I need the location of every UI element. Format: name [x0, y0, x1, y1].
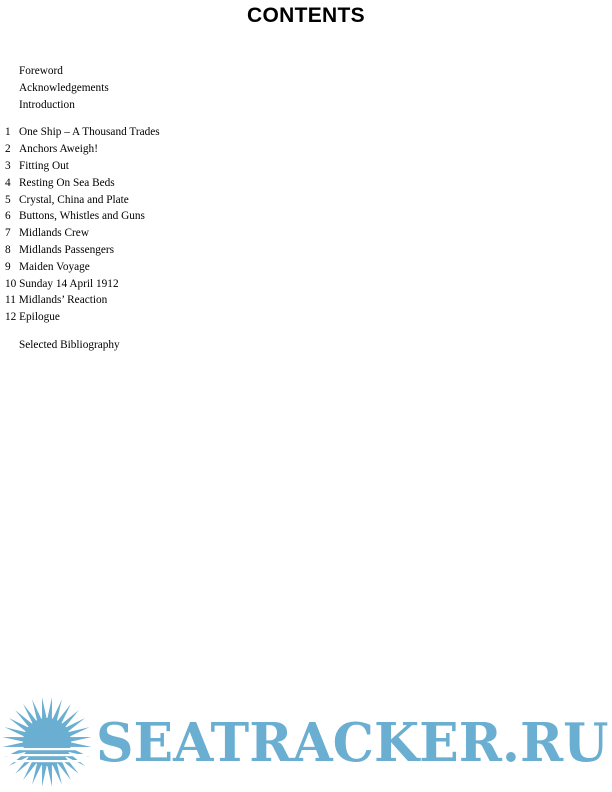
chapter-number: 8 — [5, 244, 11, 256]
toc-chapter-12[interactable] — [5, 310, 60, 324]
chapter-title: One Ship – A Thousand Trades — [19, 126, 160, 138]
toc-chapter-1[interactable] — [5, 125, 160, 139]
chapter-number: 12 — [5, 311, 17, 323]
toc-entry-title: Foreword — [19, 65, 63, 77]
toc-chapter-7[interactable] — [5, 226, 89, 240]
watermark-text: SEATRACKER.RU — [96, 712, 609, 774]
sun-core — [23, 718, 71, 766]
chapter-title: Crystal, China and Plate — [19, 194, 129, 206]
chapter-title: Epilogue — [19, 311, 60, 323]
sun-stripe — [2, 754, 92, 756]
toc-entry-title: Acknowledgements — [19, 82, 109, 94]
toc-chapter-9[interactable] — [5, 260, 90, 274]
toc-entry-title: Introduction — [19, 99, 75, 111]
toc-chapter-5[interactable] — [5, 193, 129, 207]
toc-front-foreword[interactable] — [19, 64, 63, 78]
chapter-number: 11 — [5, 294, 16, 306]
toc-front-introduction[interactable] — [19, 98, 75, 112]
chapter-number: 10 — [5, 278, 17, 290]
chapter-title: Sunday 14 April 1912 — [19, 278, 119, 290]
chapter-number: 9 — [5, 261, 11, 273]
chapter-number: 1 — [5, 126, 11, 138]
sun-stripe — [2, 760, 92, 762]
chapter-title: Fitting Out — [19, 160, 69, 172]
chapter-title: Midlands’ Reaction — [18, 294, 108, 306]
chapter-title: Midlands Passengers — [19, 244, 115, 256]
toc-front-acknowledgements[interactable] — [19, 81, 109, 95]
chapter-number: 7 — [5, 227, 11, 239]
chapter-number: 3 — [5, 160, 11, 172]
toc-chapter-8[interactable] — [5, 243, 114, 257]
toc-chapter-6[interactable] — [5, 209, 145, 223]
toc-back-bibliography[interactable] — [19, 338, 120, 352]
chapter-title: Midlands Crew — [19, 227, 89, 239]
toc-entry-title: Selected Bibliography — [19, 339, 120, 351]
chapter-title: Resting On Sea Beds — [19, 177, 115, 189]
chapter-title: Maiden Voyage — [19, 261, 90, 273]
toc-chapter-3[interactable] — [5, 159, 69, 173]
toc-chapter-4[interactable] — [5, 176, 115, 190]
toc-chapter-11[interactable] — [5, 293, 107, 307]
page-title: CONTENTS — [247, 4, 365, 27]
chapter-number: 2 — [5, 143, 11, 155]
toc-chapter-10[interactable] — [5, 277, 119, 291]
chapter-title: Buttons, Whistles and Guns — [19, 210, 145, 222]
chapter-number: 6 — [5, 210, 11, 222]
chapter-number: 5 — [5, 194, 11, 206]
toc-chapter-2[interactable] — [5, 142, 98, 156]
chapter-title: Anchors Aweigh! — [19, 143, 98, 155]
sun-stripe — [2, 748, 92, 750]
chapter-number: 4 — [5, 177, 11, 189]
